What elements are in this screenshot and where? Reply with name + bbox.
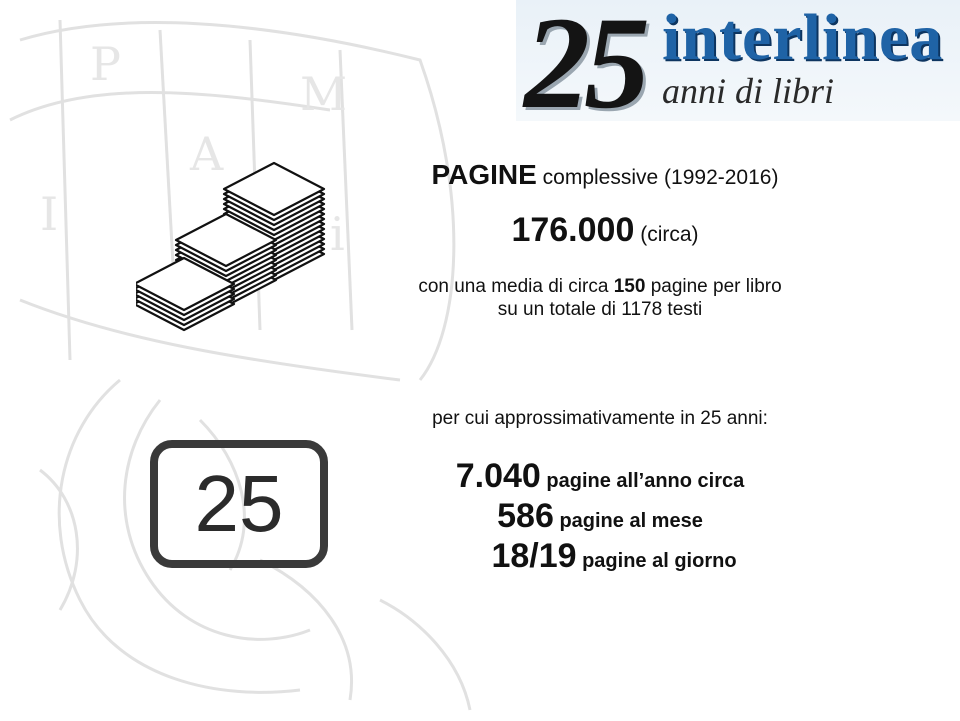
pages-heading-rest: complessive (1992-2016) [542,166,779,189]
per-month-label: pagine al mese [559,510,703,532]
logo-tagline: anni di libri [662,71,835,111]
per-month-value: 586 [497,497,554,535]
total-pages-note: (circa) [640,223,699,246]
interlinea-logo [516,0,960,121]
per-year-label: pagine all’anno circa [546,470,745,492]
svg-text:i: i [330,207,345,261]
average-info [340,275,860,321]
total-pages-value: 176.000 [511,211,635,249]
pages-heading-strong: PAGINE [431,159,537,190]
summary-intro: per cui approssimativamente in 25 anni: [432,408,768,429]
logo-number: 25 [524,0,644,121]
logo-name: interlinea [662,1,944,74]
number-badge [150,440,328,568]
average-prefix: con una media di circa [418,276,609,297]
total-texts: su un totale di 1178 testi [497,299,703,320]
badge-number: 25 [194,459,284,548]
stat-per-day [380,537,834,576]
svg-text:I: I [40,187,59,241]
stat-per-year [380,457,820,496]
average-suffix: pagine per libro [650,276,782,297]
svg-text:M: M [300,67,348,121]
paper-stack-icon [136,150,332,340]
average-value: 150 [613,276,646,297]
pages-heading [360,159,850,191]
svg-text:P: P [90,37,121,91]
total-pages [360,211,850,250]
svg-text:A: A [190,127,224,181]
average-line [340,275,860,298]
per-day-value: 18/19 [491,537,577,575]
per-day-label: pagine al giorno [582,550,737,572]
stat-per-month [380,497,820,536]
per-year-value: 7.040 [455,457,541,495]
